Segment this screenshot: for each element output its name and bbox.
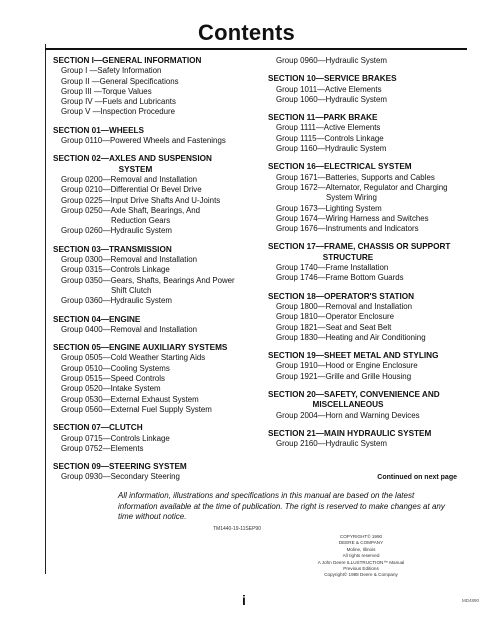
copyright-line: DEERE & COMPANY bbox=[338, 540, 384, 546]
toc-group-entry: Group 0960—Hydraulic System bbox=[276, 56, 387, 65]
toc-group-entry: Group 1921—Grille and Grille Housing bbox=[276, 371, 412, 381]
section-title-continued: STRUCTURE bbox=[322, 252, 374, 262]
toc-group-entry: Group 0520—Intake System bbox=[61, 384, 161, 394]
copyright-line: A John Deere ILLUSTRUCTION™ Manual bbox=[317, 559, 405, 565]
section-title: SECTION 03—TRANSMISSION bbox=[53, 244, 172, 254]
section-title: SECTION 19—SHEET METAL AND STYLING bbox=[268, 351, 439, 361]
toc-group-entry: Group V —Inspection Procedure bbox=[61, 107, 176, 117]
section-title: SECTION 18—OPERATOR'S STATION bbox=[268, 291, 415, 301]
reference-code: MD4890 bbox=[461, 598, 479, 603]
toc-group-entry: Group I —Safety Information bbox=[61, 66, 162, 76]
toc-section bbox=[53, 423, 258, 454]
toc-section bbox=[268, 390, 468, 421]
toc-group-entry: Group 0200—Removal and Installation bbox=[61, 174, 197, 184]
toc-section bbox=[53, 245, 258, 307]
toc-group-entry: Group 1111—Active Elements bbox=[276, 123, 381, 133]
toc-group-entry: Group 1673—Lighting System bbox=[276, 203, 382, 213]
section-title-continued: MISCELLANEOUS bbox=[312, 400, 384, 410]
section-title: SECTION 04—ENGINE bbox=[53, 314, 141, 324]
page-title: Contents bbox=[198, 20, 295, 45]
section-title-continued: SYSTEM bbox=[118, 164, 153, 174]
toc-group-entry: Group IV —Fuels and Lubricants bbox=[61, 97, 176, 107]
toc-group-entry: Group 0560—External Fuel Supply System bbox=[61, 404, 212, 414]
contents-left-column bbox=[53, 56, 258, 483]
toc-group-entry: System Wiring bbox=[326, 193, 377, 203]
section-title: SECTION 21—MAIN HYDRAULIC SYSTEM bbox=[268, 428, 432, 438]
toc-group-entry: Group 1160—Hydraulic System bbox=[276, 144, 387, 154]
toc-group-entry: Group 0930—Secondary Steering bbox=[61, 472, 180, 482]
section-title: SECTION 11—PARK BRAKE bbox=[268, 113, 378, 123]
toc-group-entry: Group 0515—Speed Controls bbox=[61, 374, 165, 384]
title-rule bbox=[45, 48, 467, 50]
toc-group-entry: Group 0715—Controls Linkage bbox=[61, 433, 170, 443]
disclaimer-notice: All information, illustrations and specifications in this manual are based on the latest information available at the time of publication. The right is reserved to make changes at any time without notice. bbox=[118, 491, 445, 521]
toc-group-entry: Group 1800—Removal and Installation bbox=[276, 301, 412, 311]
toc-section bbox=[268, 351, 468, 382]
toc-group-entry: Group III —Torque Values bbox=[61, 86, 152, 96]
toc-group-entry: Group 1740—Frame Installation bbox=[276, 263, 389, 273]
copyright-block bbox=[296, 534, 426, 579]
toc-group-entry: Group 1810—Operator Enclosure bbox=[276, 312, 394, 322]
toc-group-entry: Group 0110—Powered Wheels and Fastenings bbox=[61, 136, 226, 146]
toc-group-entry: Group 1011—Active Elements bbox=[276, 84, 382, 94]
toc-section bbox=[53, 56, 258, 118]
section-title: SECTION I—GENERAL INFORMATION bbox=[53, 56, 202, 65]
toc-group-entry: Group 2004—Horn and Warning Devices bbox=[276, 410, 420, 420]
toc-section bbox=[53, 126, 258, 147]
toc-group-entry: Group 0400—Removal and Installation bbox=[61, 324, 197, 334]
toc-section bbox=[53, 315, 258, 336]
toc-section bbox=[53, 154, 258, 236]
toc-group-entry: Group 1910—Hood or Engine Enclosure bbox=[276, 361, 418, 371]
toc-group-entry: Group 0360—Hydraulic System bbox=[61, 296, 172, 306]
page-border-left bbox=[45, 44, 46, 574]
toc-group-entry: Group 1676—Instruments and Indicators bbox=[276, 224, 419, 234]
section-title: SECTION 01—WHEELS bbox=[53, 125, 144, 135]
section-title: SECTION 17—FRAME, CHASSIS OR SUPPORT bbox=[268, 242, 451, 252]
toc-section bbox=[268, 113, 468, 154]
toc-section bbox=[268, 162, 468, 234]
copyright-line: Previous Editions bbox=[343, 566, 379, 572]
tm-code: TM1440-19-11SEP90 bbox=[213, 526, 261, 532]
toc-section bbox=[53, 462, 258, 483]
continued-note: Continued on next page bbox=[377, 474, 457, 481]
toc-group-entry: Reduction Gears bbox=[111, 216, 171, 226]
copyright-line: COPYRIGHT© 1990 bbox=[339, 534, 383, 539]
toc-group-entry: Group 0350—Gears, Shafts, Bearings And Power bbox=[61, 275, 235, 285]
toc-group-entry: Group 0315—Controls Linkage bbox=[61, 265, 170, 275]
section-title: SECTION 07—CLUTCH bbox=[53, 423, 143, 433]
toc-group-entry: Group 1115—Controls Linkage bbox=[276, 133, 384, 143]
copyright-line: All rights reserved bbox=[342, 553, 380, 559]
toc-group-entry: Group 1821—Seat and Seat Belt bbox=[276, 322, 392, 332]
toc-section bbox=[268, 56, 468, 66]
toc-section bbox=[268, 74, 468, 105]
toc-group-entry: Group 1671—Batteries, Supports and Cables bbox=[276, 172, 435, 182]
toc-group-entry: Group 2160—Hydraulic System bbox=[276, 439, 387, 449]
toc-group-entry: Group 0260—Hydraulic System bbox=[61, 226, 172, 236]
contents-right-column bbox=[268, 56, 468, 450]
toc-group-entry: Group 1674—Wiring Harness and Switches bbox=[276, 213, 429, 223]
toc-group-entry: Group 0510—Cooling Systems bbox=[61, 363, 170, 373]
toc-section bbox=[268, 292, 468, 343]
toc-section bbox=[268, 242, 468, 283]
toc-group-entry: Group 1746—Frame Bottom Guards bbox=[276, 273, 404, 283]
copyright-line: Copyright© 1988 Deere & Company bbox=[324, 572, 398, 578]
section-title: SECTION 05—ENGINE AUXILIARY SYSTEMS bbox=[53, 343, 228, 353]
toc-group-entry: Group 1672—Alternator, Regulator and Charging bbox=[276, 182, 448, 192]
section-title: SECTION 10—SERVICE BRAKES bbox=[268, 74, 397, 84]
toc-group-entry: Group 0505—Cold Weather Starting Aids bbox=[61, 353, 206, 363]
toc-group-entry: Shift Clutch bbox=[111, 285, 152, 295]
toc-section bbox=[53, 343, 258, 415]
section-title: SECTION 09—STEERING SYSTEM bbox=[53, 462, 187, 472]
section-title: SECTION 16—ELECTRICAL SYSTEM bbox=[268, 162, 412, 172]
page-number: i bbox=[242, 592, 246, 608]
toc-group-entry: Group 0752—Elements bbox=[61, 443, 144, 453]
toc-section bbox=[268, 429, 468, 450]
section-title: SECTION 20—SAFETY, CONVENIENCE AND bbox=[268, 390, 440, 400]
toc-group-entry: Group 1830—Heating and Air Conditioning bbox=[276, 332, 426, 342]
toc-group-entry: Group 0210—Differential Or Bevel Drive bbox=[61, 185, 202, 195]
toc-group-entry: Group 0250—Axle Shaft, Bearings, And bbox=[61, 205, 201, 215]
toc-group-entry: Group 0300—Removal and Installation bbox=[61, 255, 197, 265]
copyright-line: Moline, Illinois bbox=[346, 546, 376, 552]
toc-group-entry: Group 0530—External Exhaust System bbox=[61, 394, 199, 404]
section-title: SECTION 02—AXLES AND SUSPENSION bbox=[53, 154, 212, 164]
toc-group-entry: Group II —General Specifications bbox=[61, 76, 179, 86]
toc-group-entry: Group 1060—Hydraulic System bbox=[276, 94, 387, 104]
toc-group-entry: Group 0225—Input Drive Shafts And U-Joints bbox=[61, 195, 221, 205]
